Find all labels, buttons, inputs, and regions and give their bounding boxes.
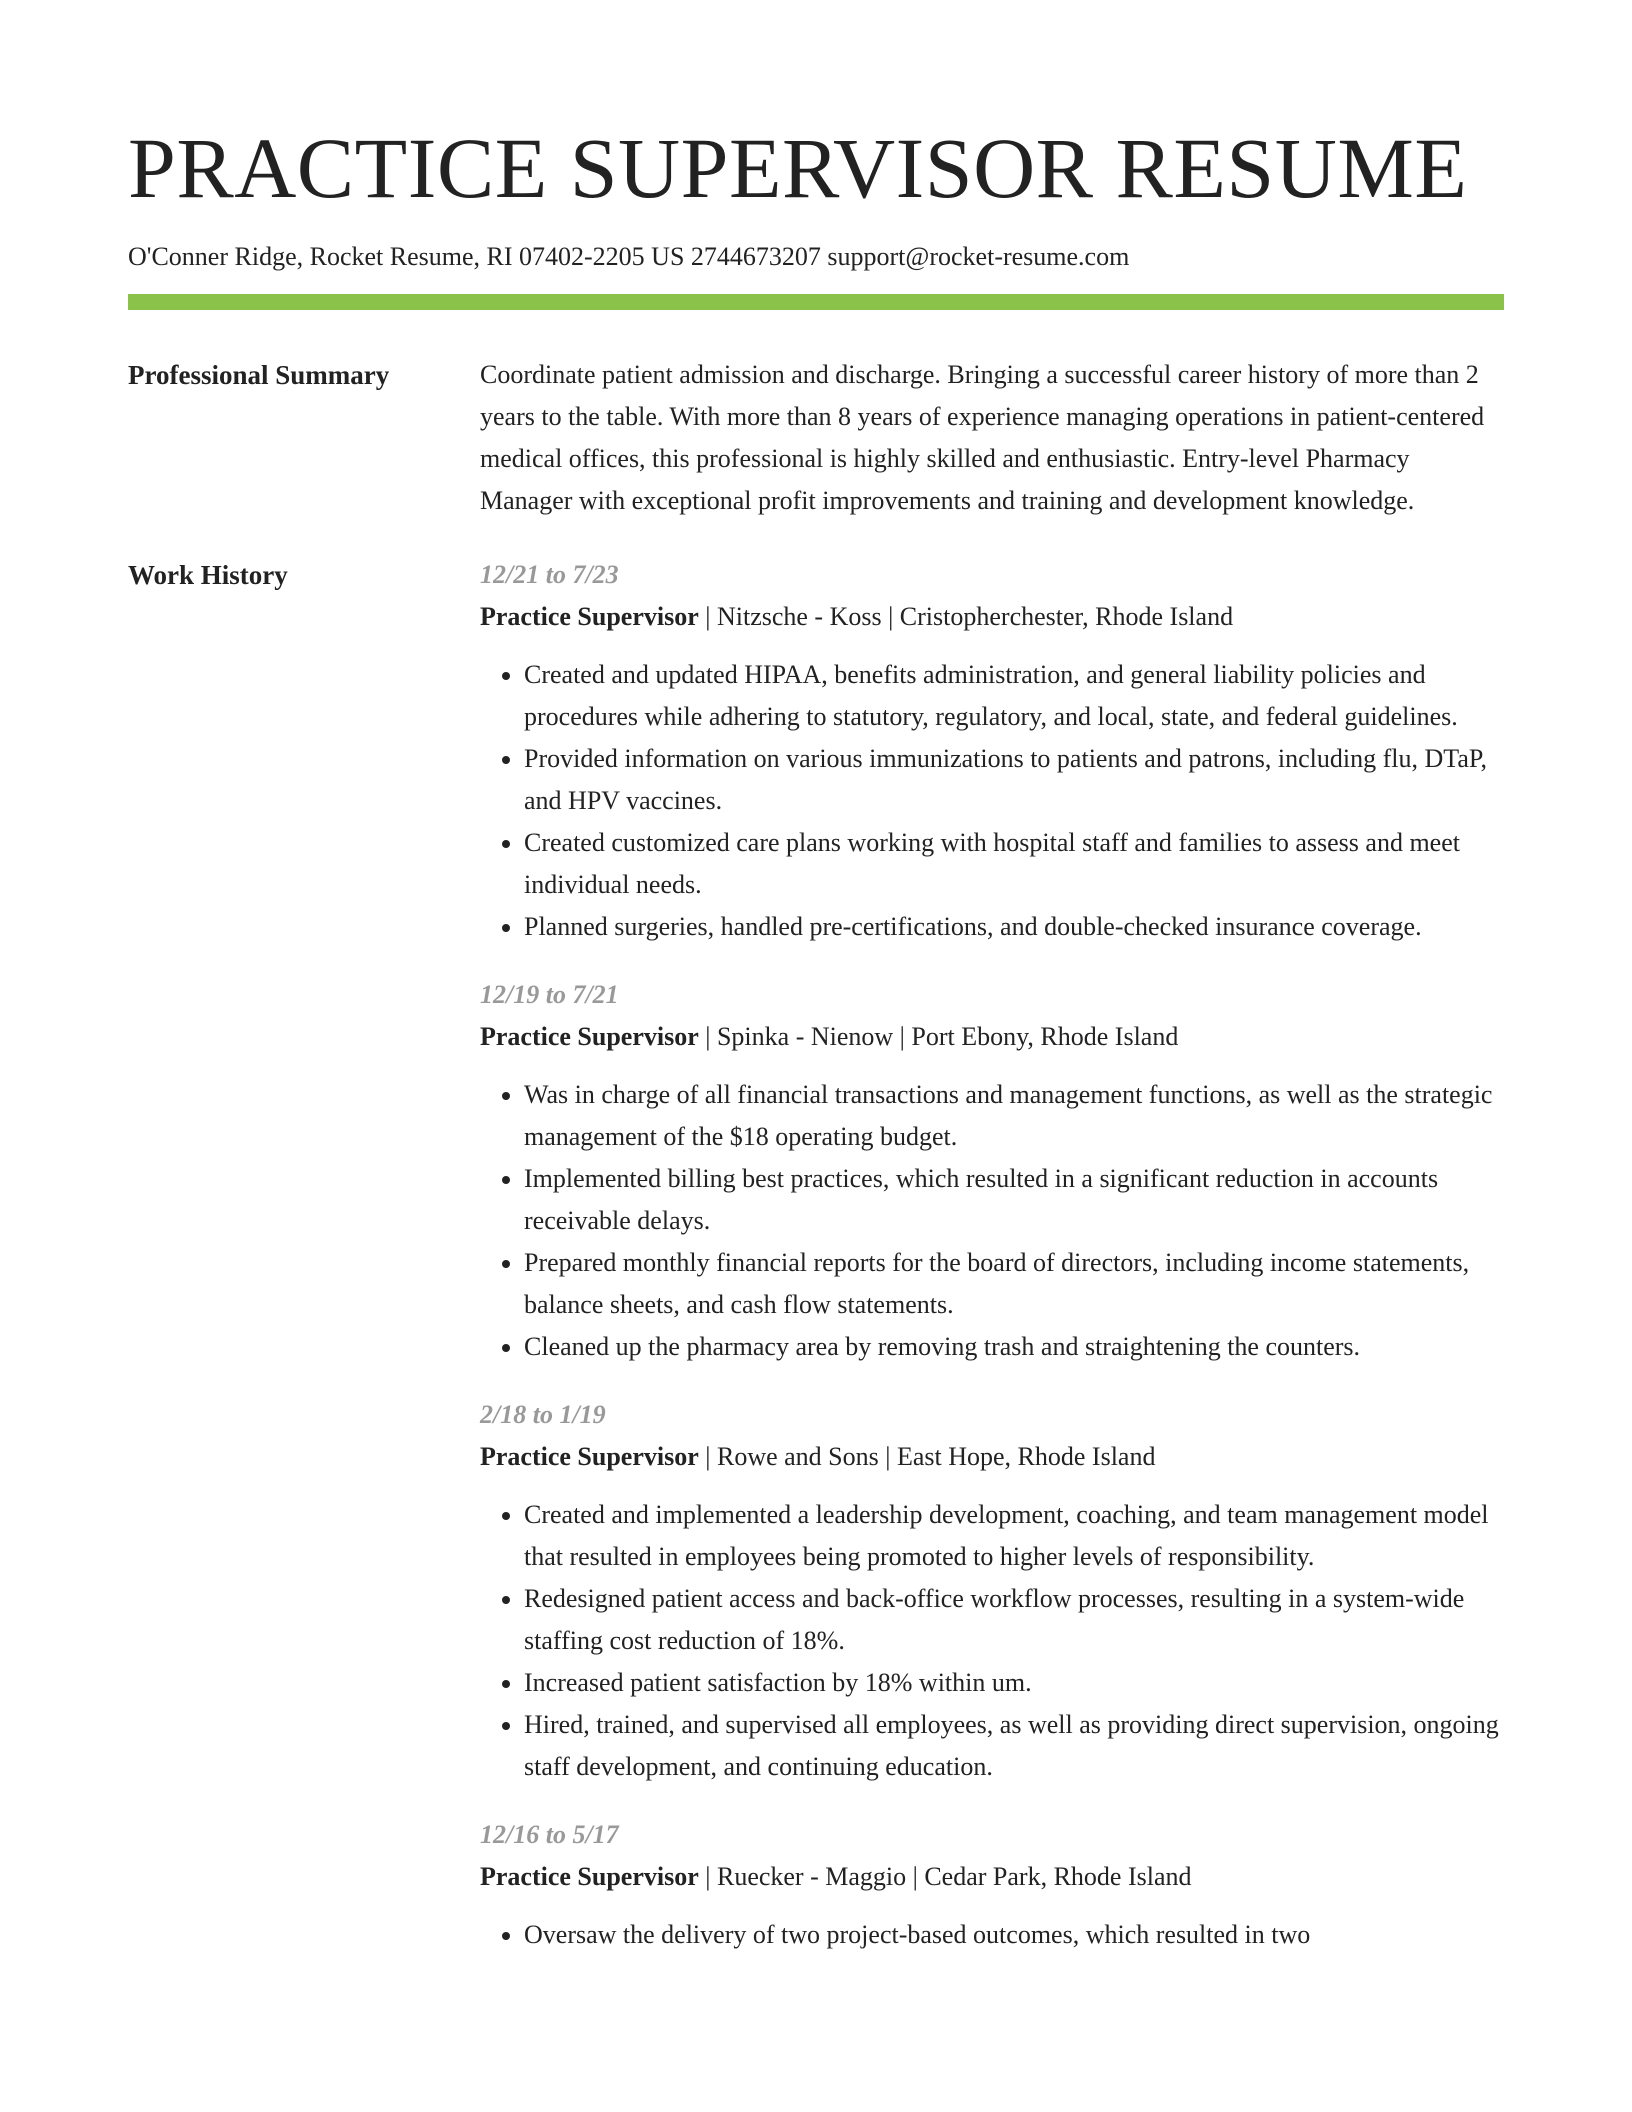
- job-title: Practice Supervisor: [480, 1022, 699, 1051]
- header-divider: [128, 294, 1504, 310]
- work-history-heading: Work History: [128, 560, 288, 590]
- job-employer-location: | Nitzsche - Koss | Cristopherchester, Rhode Island: [698, 602, 1234, 631]
- job-bullet: • Was in charge of all financial transactions and management functions, as well as the strategic management of the $18 operating budget.: [524, 1074, 1504, 1158]
- job-bullet: • Increased patient satisfaction by 18% within um.: [524, 1662, 1504, 1704]
- job-employer-location: | Rowe and Sons | East Hope, Rhode Island: [698, 1442, 1156, 1471]
- job-bullet: • Created customized care plans working with hospital staff and families to assess and meet individual needs.: [524, 822, 1504, 906]
- professional-summary-section: [128, 354, 1504, 522]
- job-bullets: [480, 1494, 1504, 1788]
- work-history-body: [480, 554, 1504, 1982]
- professional-summary-heading: Professional Summary: [128, 360, 390, 390]
- job-entry: [480, 554, 1504, 948]
- job-bullet: • Created and updated HIPAA, benefits administration, and general liability policies and procedures while adhering to statutory, regulatory, and local, state, and federal guidelines.: [524, 654, 1504, 738]
- job-employer-location: | Ruecker - Maggio | Cedar Park, Rhode Island: [698, 1862, 1192, 1891]
- job-entry: [480, 1394, 1504, 1788]
- job-dates: 12/16 to 5/17: [480, 1820, 619, 1849]
- contact-line: O'Conner Ridge, Rocket Resume, RI 07402-2205 US 2744673207 support@rocket-resume.com: [128, 242, 1130, 271]
- job-bullets: [480, 1914, 1504, 1956]
- job-bullets: [480, 1074, 1504, 1368]
- job-title: Practice Supervisor: [480, 602, 699, 631]
- job-title: Practice Supervisor: [480, 1862, 699, 1891]
- resume-page: [128, 0, 1504, 1982]
- job-bullets: [480, 654, 1504, 948]
- job-heading: [480, 1856, 1504, 1898]
- job-heading: [480, 1016, 1504, 1058]
- job-bullet: • Oversaw the delivery of two project-based outcomes, which resulted in two: [524, 1914, 1504, 1956]
- job-bullet: • Redesigned patient access and back-office workflow processes, resulting in a system-wide staffing cost reduction of 18%.: [524, 1578, 1504, 1662]
- job-bullet: • Cleaned up the pharmacy area by removing trash and straightening the counters.: [524, 1326, 1504, 1368]
- job-bullet: • Prepared monthly financial reports for the board of directors, including income statements, balance sheets, and cash flow statements.: [524, 1242, 1504, 1326]
- job-bullet: • Hired, trained, and supervised all employees, as well as providing direct supervision, ongoing staff development, and continuing education.: [524, 1704, 1504, 1788]
- job-bullet: • Implemented billing best practices, which resulted in a significant reduction in accounts receivable delays.: [524, 1158, 1504, 1242]
- job-heading: [480, 1436, 1504, 1478]
- work-history-section: [128, 554, 1504, 1982]
- job-dates: 2/18 to 1/19: [480, 1400, 606, 1429]
- job-dates: 12/19 to 7/21: [480, 980, 619, 1009]
- job-bullet: • Planned surgeries, handled pre-certifications, and double-checked insurance coverage.: [524, 906, 1504, 948]
- professional-summary-text: Coordinate patient admission and discharge. Bringing a successful career history of more than 2 years to the table. With more than 8 years of experience managing operations in patient-centered medical offices, this professional is highly skilled and enthusiastic. Entry-level Pharmacy Manager with exceptional profit improvements and training and development knowledge.: [480, 360, 1485, 515]
- professional-summary-body: [480, 354, 1504, 522]
- job-employer-location: | Spinka - Nienow | Port Ebony, Rhode Island: [698, 1022, 1179, 1051]
- job-entry: [480, 974, 1504, 1368]
- resume-title: PRACTICE SUPERVISOR RESUME: [128, 120, 1468, 216]
- job-bullet: • Provided information on various immunizations to patients and patrons, including flu, DTaP, and HPV vaccines.: [524, 738, 1504, 822]
- job-title: Practice Supervisor: [480, 1442, 699, 1471]
- job-heading: [480, 596, 1504, 638]
- job-entry: [480, 1814, 1504, 1956]
- job-dates: 12/21 to 7/23: [480, 560, 619, 589]
- job-bullet: • Created and implemented a leadership development, coaching, and team management model that resulted in employees being promoted to higher levels of responsibility.: [524, 1494, 1504, 1578]
